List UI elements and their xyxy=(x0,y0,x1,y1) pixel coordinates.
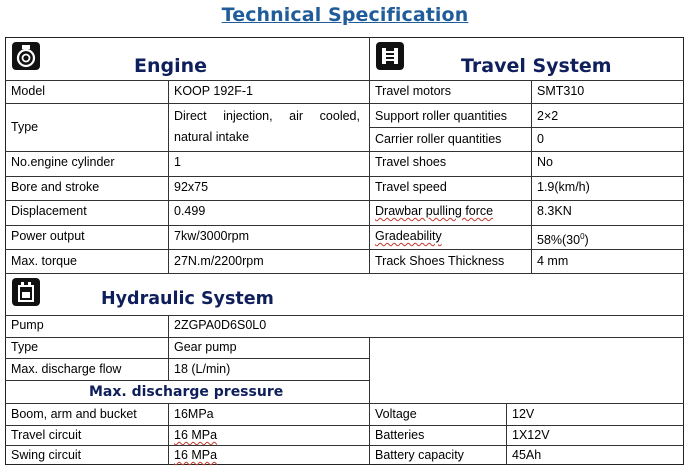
electrical-value-batteries: 1X12V xyxy=(512,428,550,442)
electrical-label-voltage: Voltage xyxy=(375,407,417,421)
pressure-heading: Max. discharge pressure xyxy=(89,384,284,400)
engine-value-cylinder: 1 xyxy=(174,155,181,169)
engine-value-displacement: 0.499 xyxy=(174,204,206,218)
hydraulic-label-flow: Max. discharge flow xyxy=(11,362,122,376)
travel-label-shoe-thickness: Track Shoes Thickness xyxy=(375,254,505,268)
travel-label-shoes: Travel shoes xyxy=(375,155,447,169)
hydraulic-value-pump: 2ZGPA0D6S0L0 xyxy=(174,318,267,332)
travel-value-speed: 1.9(km/h) xyxy=(537,180,590,194)
engine-label-model: Model xyxy=(11,84,46,98)
travel-value-carrier-rollers: 0 xyxy=(537,132,544,146)
electrical-label-batteries: Batteries xyxy=(375,428,425,442)
travel-label-drawbar: Drawbar pulling force xyxy=(375,204,494,218)
travel-value-shoes: No xyxy=(537,155,553,169)
electrical-label-capacity: Battery capacity xyxy=(375,448,464,462)
spec-table xyxy=(5,37,684,465)
pressure-label-boom: Boom, arm and bucket xyxy=(11,407,137,421)
travel-label-carrier-rollers: Carrier roller quantities xyxy=(375,132,502,146)
engine-label-cylinder: No.engine cylinder xyxy=(11,155,115,169)
travel-value-shoe-thickness: 4 mm xyxy=(537,254,569,268)
track-icon xyxy=(376,42,404,70)
engine-value-bore: 92x75 xyxy=(174,180,209,194)
travel-label-speed: Travel speed xyxy=(375,180,447,194)
hydraulic-value-type: Gear pump xyxy=(174,340,237,354)
travel-value-drawbar: 8.3KN xyxy=(537,204,572,218)
pressure-value-boom: 16MPa xyxy=(174,407,214,421)
pressure-label-travel: Travel circuit xyxy=(11,428,82,442)
hydraulic-label-type: Type xyxy=(11,340,39,354)
pressure-label-swing: Swing circuit xyxy=(11,448,82,462)
pressure-value-travel: 16 MPa xyxy=(174,428,218,442)
engine-icon xyxy=(12,42,40,70)
hydraulic-value-flow: 18 (L/min) xyxy=(174,362,231,376)
travel-value-support-rollers: 2×2 xyxy=(537,109,559,123)
engine-label-displacement: Displacement xyxy=(11,204,87,218)
page-title: Technical Specification xyxy=(221,4,469,26)
gradeability-degree: 0 xyxy=(580,232,585,241)
oil-tank-icon xyxy=(12,278,40,306)
engine-value-torque: 27N.m/2200rpm xyxy=(174,254,264,268)
engine-value-type: Direct injection, air cooled, natural intake xyxy=(174,109,360,144)
hydraulic-heading: Hydraulic System xyxy=(101,289,274,309)
electrical-value-capacity: 45Ah xyxy=(512,448,542,462)
gradeability-tail: ) xyxy=(584,233,589,248)
engine-heading: Engine xyxy=(134,55,208,77)
travel-label-support-rollers: Support roller quantities xyxy=(375,109,508,123)
travel-value-motors: SMT310 xyxy=(537,84,585,98)
gradeability-value: 58%(30 xyxy=(537,233,581,248)
travel-label-motors: Travel motors xyxy=(375,84,451,98)
engine-label-bore: Bore and stroke xyxy=(11,180,100,194)
engine-label-power: Power output xyxy=(11,229,85,243)
engine-label-torque: Max. torque xyxy=(11,254,78,268)
hydraulic-label-pump: Pump xyxy=(11,318,44,332)
pressure-value-swing: 16 MPa xyxy=(174,448,218,462)
travel-heading: Travel System xyxy=(461,55,612,77)
engine-value-power: 7kw/3000rpm xyxy=(174,229,250,243)
travel-label-gradeability: Gradeability xyxy=(375,229,442,243)
travel-value-gradeability xyxy=(537,229,589,248)
engine-value-model: KOOP 192F-1 xyxy=(174,84,253,98)
engine-label-type: Type xyxy=(11,120,39,134)
electrical-value-voltage: 12V xyxy=(512,407,535,421)
